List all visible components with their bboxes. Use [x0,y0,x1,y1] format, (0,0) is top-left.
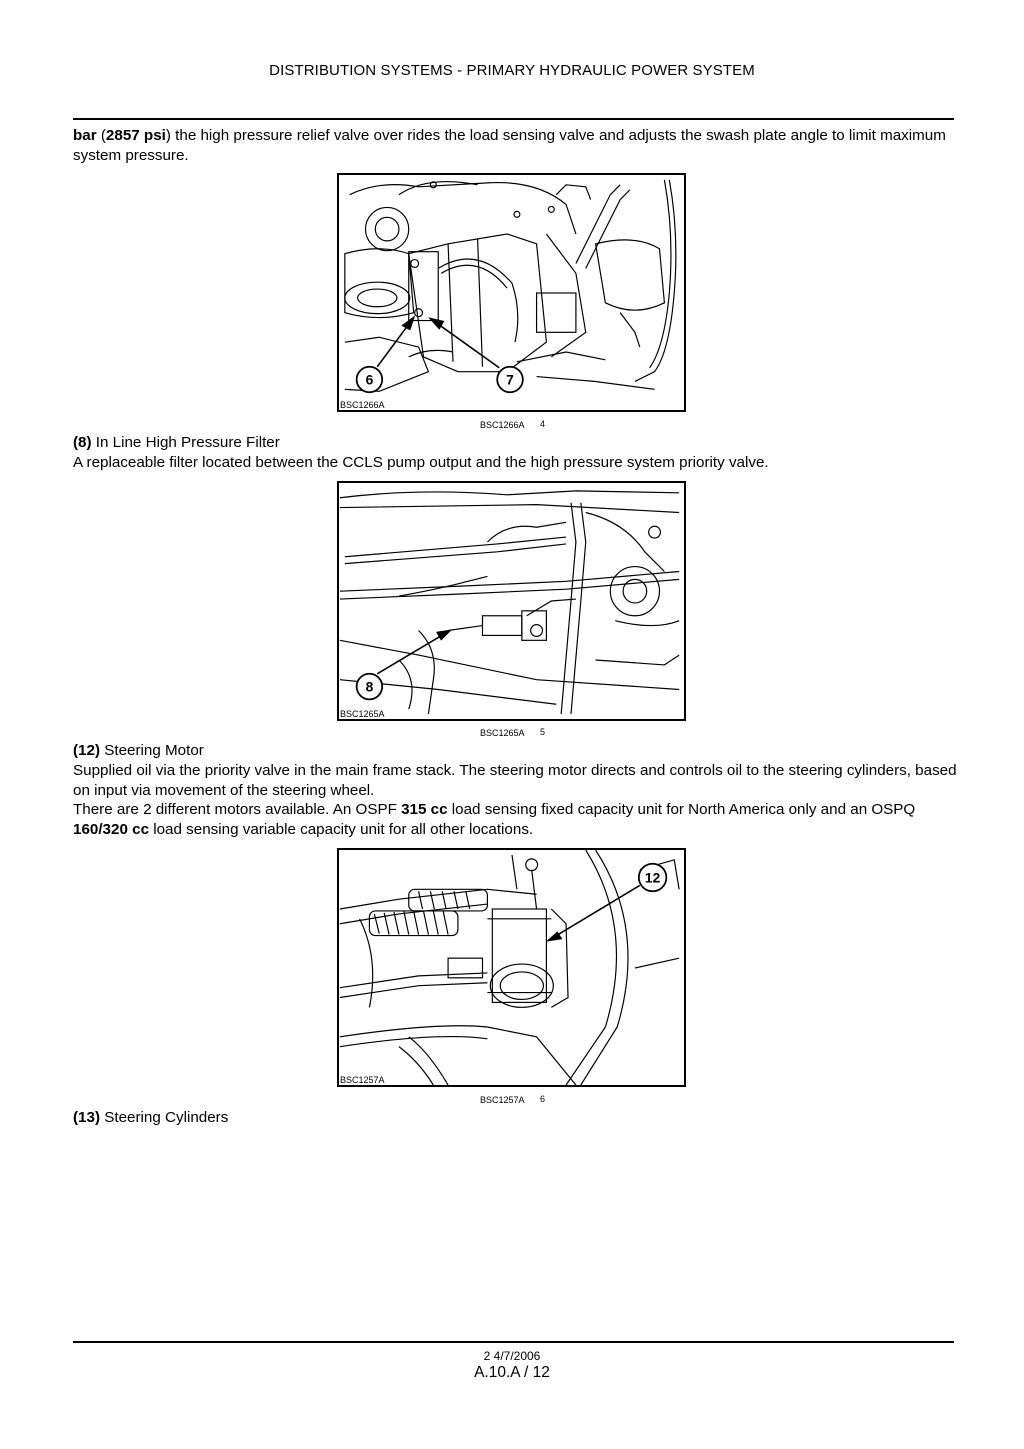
pressure-psi: 2857 psi [105,127,166,144]
section-title: Steering Cylinders [100,1109,229,1126]
header-rule [73,118,954,120]
figure-caption-code: BSC1266A [480,420,525,430]
figure-code-label: BSC1257A [340,1075,385,1085]
section-number: (13) [73,1109,101,1126]
callout-8 [357,674,383,700]
cylinders-section [73,1108,957,1128]
figure-code-label: BSC1266A [340,400,385,410]
section-number: (12) [73,742,101,759]
unit-bar: bar [73,127,97,144]
intro-text-1: ( [96,127,106,144]
section-body-2: There are 2 different motors available. An OSPF 315 cc load sensing fixed capacity unit for North America only and an OSPQ 160/320 cc load sensing variable capacity unit for all other locations. [73,801,916,839]
footer-rule [73,1341,954,1343]
figure-number: 5 [540,727,546,737]
svg-text:12: 12 [644,870,661,886]
figure-number: 4 [540,419,546,429]
intro-paragraph [73,126,957,166]
figure-code-label: BSC1265A [340,709,385,719]
filter-illustration [339,483,684,719]
motor-section [73,741,957,840]
figure-caption-code: BSC1265A [480,728,525,738]
section-number: (8) [73,434,92,451]
footer-date: 2 4/7/2006 [483,1349,541,1363]
page-number: A.10.A / 12 [474,1364,550,1381]
pump-illustration [339,175,684,410]
section-body: Supplied oil via the priority valve in the main frame stack. The steering motor directs and controls oil to the steering cylinders, based on input via movement of the steering wheel. [73,761,957,799]
section-title: Steering Motor [100,742,204,759]
svg-text:8: 8 [365,679,374,695]
filter-section [73,433,957,473]
svg-text:6: 6 [365,372,374,388]
figure-caption-code: BSC1257A [480,1095,525,1105]
figure-bsc1266a [337,173,686,412]
intro-text-2: ) the high pressure relief valve over rides the load sensing valve and adjusts the swash plate angle to limit maximum system pressure. [73,127,946,164]
steering-motor-illustration [339,850,684,1085]
section-title: In Line High Pressure Filter [91,434,280,451]
callout-7 [497,367,523,393]
callout-12 [639,864,667,892]
section-body: A replaceable filter located between the CCLS pump output and the high pressure system priority valve. [73,453,769,471]
page-header: DISTRIBUTION SYSTEMS - PRIMARY HYDRAULIC POWER SYSTEM [269,62,755,79]
figure-bsc1265a [337,481,686,721]
svg-text:7: 7 [506,372,514,388]
figure-number: 6 [540,1094,546,1104]
callout-6 [357,367,383,393]
figure-bsc1257a [337,848,686,1087]
